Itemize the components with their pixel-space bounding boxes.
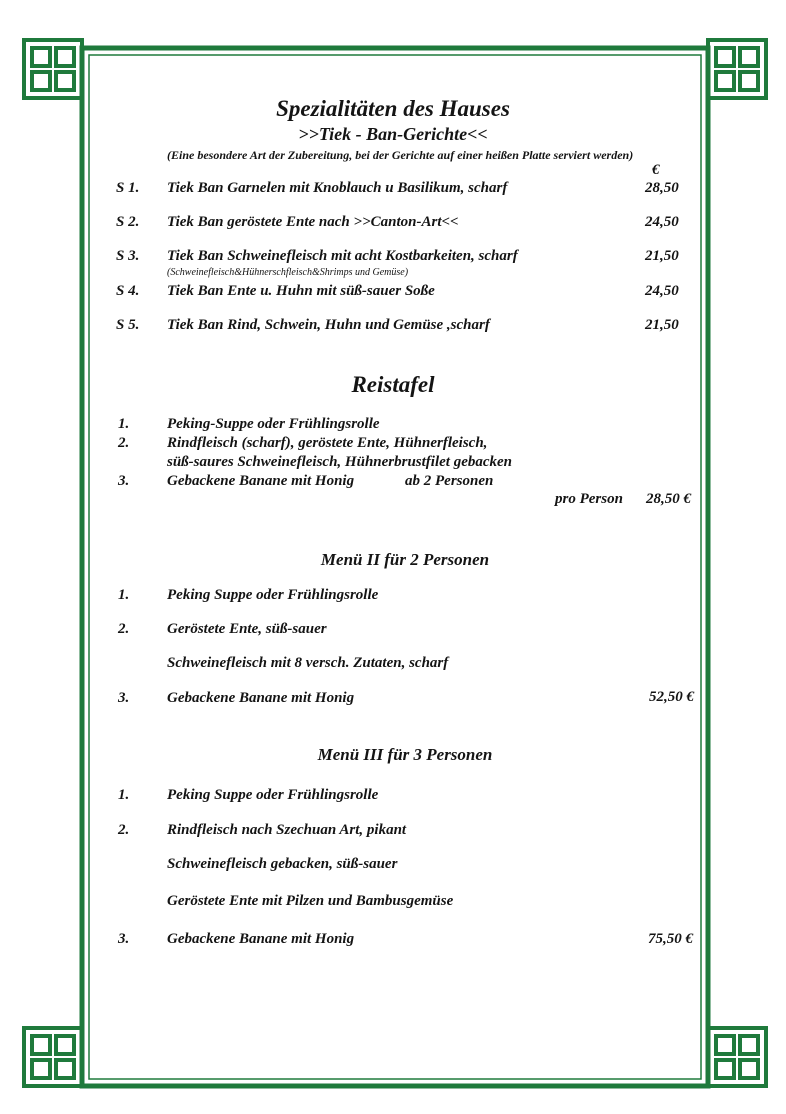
dish-name: Tiek Ban Schweinefleisch mit acht Kostbarkeiten, scharf <box>167 248 518 264</box>
set-price: 28,50 € <box>646 491 691 507</box>
course-text: Gebackene Banane mit Honig <box>167 473 355 489</box>
dish-name: Tiek Ban geröstete Ente nach >>Canton-Art<< <box>167 214 459 230</box>
section-title-reistafel: Reistafel <box>351 372 435 397</box>
set-price: 52,50 € <box>649 689 694 705</box>
course-text: Peking Suppe oder Frühlingsrolle <box>167 587 379 603</box>
set-price: 75,50 € <box>648 931 693 947</box>
section-title-menu3: Menü III für 3 Personen <box>317 745 493 764</box>
page-title: Spezialitäten des Hauses <box>276 96 510 121</box>
dish-price: 28,50 <box>645 180 679 196</box>
course-extra: ab 2 Personen <box>405 473 494 489</box>
course-text: Geröstete Ente, süß-sauer <box>167 621 327 637</box>
course-number: 1. <box>118 587 130 603</box>
course-number: 3. <box>118 931 130 947</box>
dish-code: S 3. <box>116 248 140 264</box>
course-text: Gebackene Banane mit Honig <box>167 931 355 947</box>
course-number: 2. <box>118 822 130 838</box>
course-number: 1. <box>118 787 130 803</box>
course-text: süß-saures Schweinefleisch, Hühnerbrustfilet gebacken <box>167 454 513 470</box>
course-text: Rindfleisch nach Szechuan Art, pikant <box>167 822 407 838</box>
dish-note: (Schweinefleisch&Hühnerschfleisch&Shrimps und Gemüse) <box>167 267 409 278</box>
dish-price: 24,50 <box>645 214 679 230</box>
currency-label: € <box>652 162 660 178</box>
course-text: Peking Suppe oder Frühlingsrolle <box>167 787 379 803</box>
dish-code: S 4. <box>116 283 140 299</box>
course-number: 1. <box>118 416 130 432</box>
dish-code: S 5. <box>116 317 140 333</box>
dish-name: Tiek Ban Rind, Schwein, Huhn und Gemüse ,scharf <box>167 317 490 333</box>
course-text: Gebackene Banane mit Honig <box>167 690 355 706</box>
course-number: 3. <box>118 473 130 489</box>
description: (Eine besondere Art der Zubereitung, bei der Gerichte auf einer heißen Platte serviert werden) <box>167 148 634 162</box>
dish-price: 24,50 <box>645 283 679 299</box>
course-text: Schweinefleisch mit 8 versch. Zutaten, scharf <box>167 655 449 671</box>
course-text: Schweinefleisch gebacken, süß-sauer <box>167 856 398 872</box>
dish-price: 21,50 <box>645 317 679 333</box>
course-number: 2. <box>118 621 130 637</box>
dish-name: Tiek Ban Garnelen mit Knoblauch u Basilikum, scharf <box>167 180 508 196</box>
course-number: 3. <box>118 690 130 706</box>
price-label: pro Person <box>555 491 623 507</box>
course-text: Geröstete Ente mit Pilzen und Bambusgemüse <box>167 893 454 909</box>
dish-price: 21,50 <box>645 248 679 264</box>
dish-code: S 1. <box>116 180 140 196</box>
course-text: Peking-Suppe oder Frühlingsrolle <box>167 416 380 432</box>
course-text: Rindfleisch (scharf), geröstete Ente, Hühnerfleisch, <box>167 435 488 451</box>
page-subtitle: >>Tiek - Ban-Gerichte<< <box>298 124 488 144</box>
section-title-menu2: Menü II für 2 Personen <box>320 550 490 569</box>
course-number: 2. <box>118 435 130 451</box>
dish-name: Tiek Ban Ente u. Huhn mit süß-sauer Soße <box>167 283 435 299</box>
dish-code: S 2. <box>116 214 140 230</box>
